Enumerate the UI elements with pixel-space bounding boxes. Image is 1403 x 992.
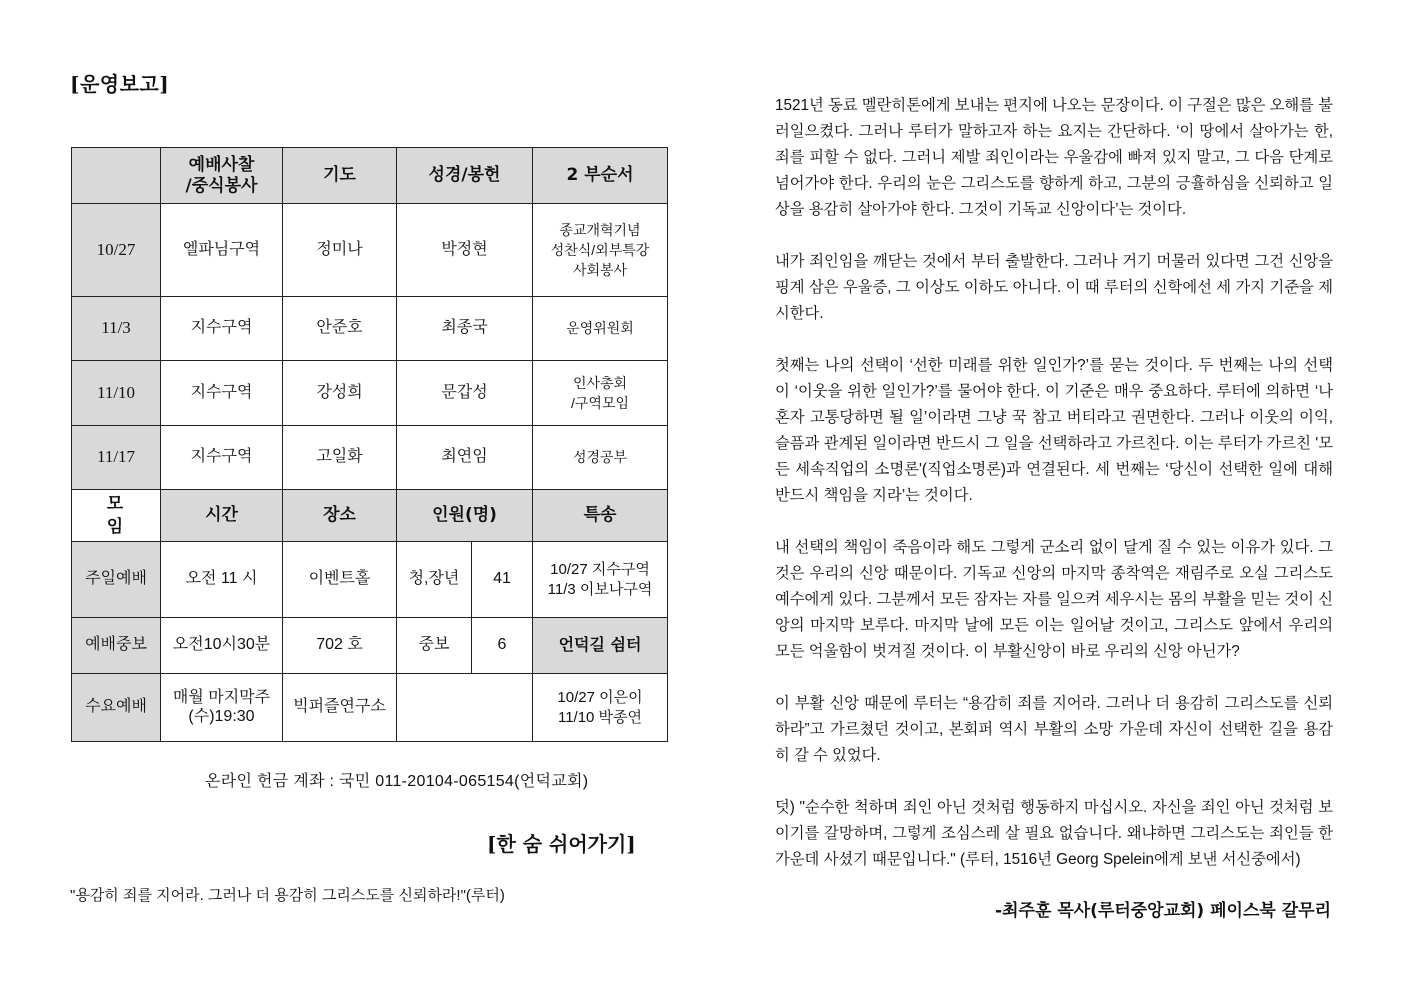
table-header-row xyxy=(72,148,668,204)
row-program: 인사총회 /구역모임 xyxy=(533,361,668,426)
meeting-time: 오전10시30분 xyxy=(161,618,283,674)
meeting-group xyxy=(397,674,533,742)
meeting-name: 수요예배 xyxy=(72,674,161,742)
row-group: 지수구역 xyxy=(161,297,283,361)
table-row xyxy=(72,361,668,426)
paragraph: 1521년 동료 멜란히톤에게 보내는 편지에 나오는 문장이다. 이 구절은 많은 오해를 불러일으켰다. 그러나 루터가 말하고자 하는 요지는 간단하다. ‘이 땅에서 살아가는 한, 죄를 피할 수 없다. 그러니 제발 죄인이라는 우울감에 빠져 있지 말고, 그 다음 단계로 넘어가야 한다. 우리의 눈은 그리스도를 향하게 하고, 그분의 긍휼하심을 신뢰하고 일상을 용감히 살아가야 한다. 그것이 기독교 신앙이다’는 것이다. xyxy=(775,97,1333,218)
row-prayer: 정미나 xyxy=(283,204,397,297)
row-prayer: 강성희 xyxy=(283,361,397,426)
meeting-special: 10/27 이은이 11/10 박종연 xyxy=(533,674,668,742)
row-bible: 문갑성 xyxy=(397,361,533,426)
meeting-time: 매월 마지막주 (수)19:30 xyxy=(161,674,283,742)
offering-account: 온라인 헌금 계좌 : 국민 011-20104-065154(언덕교회) xyxy=(205,773,589,790)
row-program: 운영위원회 xyxy=(533,297,668,361)
meeting-place: 이벤트홀 xyxy=(283,542,397,618)
meeting-name: 주일예배 xyxy=(72,542,161,618)
row-bible: 최연임 xyxy=(397,426,533,490)
signature: -최주훈 목사(루터중앙교회) 페이스북 갈무리 xyxy=(995,901,1331,921)
meeting-header-time: 시간 xyxy=(161,490,283,542)
row-date: 11/10 xyxy=(72,361,161,426)
row-program: 종교개혁기념 성찬식/외부특강 사회봉사 xyxy=(533,204,668,297)
right-page xyxy=(700,0,1403,992)
row-prayer: 고일화 xyxy=(283,426,397,490)
paragraph: 덧) "순수한 척하며 죄인 아닌 것처럼 행동하지 마십시오. 자신을 죄인 아닌 것처럼 보이기를 갈망하며, 그렇게 조심스레 살 필요 없습니다. 왜냐하면 그리스도는 죄인들 한 가운데 사셨기 때문입니다." (루터, 1516년 Georg Spelein에게 보낸 서신중에서) xyxy=(775,799,1333,868)
meeting-header-row xyxy=(72,490,668,542)
table-row xyxy=(72,426,668,490)
meeting-header-special: 특송 xyxy=(533,490,668,542)
header-cell-prayer: 기도 xyxy=(283,148,397,204)
meeting-header-name: 모 임 xyxy=(72,490,161,542)
meeting-row xyxy=(72,674,668,742)
row-bible: 박정현 xyxy=(397,204,533,297)
paragraph: 첫째는 나의 선택이 ‘선한 미래를 위한 일인가?’를 묻는 것이다. 두 번째는 나의 선택이 ‘이웃을 위한 일인가?’를 물어야 한다. 이 기준은 매우 중요하다. 루터에 의하면 ‘나 혼자 고통당하면 될 일’이라면 그냥 꾹 참고 버티라고 권면한다. 그러나 이웃의 이익, 슬픔과 관계된 일이라면 반드시 그 일을 선택하라고 가르친다. 이는 루터가 가르친 '모든 세속직업의 소명론'(직업소명론)과 연결된다. 세 번째는 ‘당신이 선택한 일에 대해 반드시 책임을 지라’는 것이다. xyxy=(775,357,1333,504)
header-cell-bible: 성경/봉헌 xyxy=(397,148,533,204)
row-date: 10/27 xyxy=(72,204,161,297)
section-title: [운영보고] xyxy=(70,72,170,96)
meeting-header-place: 장소 xyxy=(283,490,397,542)
schedule-table xyxy=(71,147,668,742)
meeting-time: 오전 11 시 xyxy=(161,542,283,618)
meeting-group: 청,장년 xyxy=(397,542,472,618)
luther-quote: "용감히 죄를 지어라. 그러나 더 용감히 그리스도를 신뢰하라!"(루터) xyxy=(70,887,505,904)
table-row xyxy=(72,204,668,297)
left-page xyxy=(0,0,700,992)
header-cell-program: 2 부순서 xyxy=(533,148,668,204)
meeting-group: 중보 xyxy=(397,618,472,674)
row-group: 지수구역 xyxy=(161,361,283,426)
meeting-name: 예배중보 xyxy=(72,618,161,674)
meeting-count: 6 xyxy=(472,618,533,674)
meeting-place: 702 호 xyxy=(283,618,397,674)
meeting-place: 빅퍼즐연구소 xyxy=(283,674,397,742)
paragraph: 내가 죄인임을 깨닫는 것에서 부터 출발한다. 그러나 거기 머물러 있다면 그건 신앙을 핑계 삼은 우울증, 그 이상도 이하도 아니다. 이 때 루터의 신학에선 세 가지 기준을 제시한다. xyxy=(775,253,1333,322)
rest-title: [한 숨 쉬어가기] xyxy=(487,832,636,856)
row-bible: 최종국 xyxy=(397,297,533,361)
row-date: 11/17 xyxy=(72,426,161,490)
paragraph: 내 선택의 책임이 죽음이라 해도 그렇게 군소리 없이 달게 질 수 있는 이유가 있다. 그것은 우리의 신앙 때문이다. 기독교 신앙의 마지막 종착역은 재림주로 오실 그리스도 예수에게 있다. 그분께서 모든 잠자는 자를 일으켜 세우시는 몸의 부활을 믿는 것이 신앙의 마지막 보루다. 마지막 날에 모든 이는 일어날 것이고, 그리스도 앞에서 우리의 모든 억울함이 벗겨질 것이다. 이 부활신앙이 바로 우리의 신앙 아닌가? xyxy=(775,539,1333,660)
row-program: 성경공부 xyxy=(533,426,668,490)
meeting-row xyxy=(72,542,668,618)
row-group: 엘파님구역 xyxy=(161,204,283,297)
paragraph: 이 부활 신앙 때문에 루터는 “용감히 죄를 지어라. 그러나 더 용감히 그리스도를 신뢰하라”고 가르쳤던 것이고, 본회퍼 역시 부활의 소망 가운데 자신이 선택한 길을 용감히 갈 수 있었다. xyxy=(775,695,1333,764)
row-prayer: 안준호 xyxy=(283,297,397,361)
meeting-row xyxy=(72,618,668,674)
table-row xyxy=(72,297,668,361)
row-group: 지수구역 xyxy=(161,426,283,490)
meeting-count: 41 xyxy=(472,542,533,618)
row-date: 11/3 xyxy=(72,297,161,361)
meeting-special: 10/27 지수구역 11/3 이보나구역 xyxy=(533,542,668,618)
header-cell-group: 예배사찰 /중식봉사 xyxy=(161,148,283,204)
header-cell-empty xyxy=(72,148,161,204)
meeting-special: 언덕길 쉼터 xyxy=(533,618,668,674)
meeting-header-count: 인원(명) xyxy=(397,490,533,542)
article-body xyxy=(775,93,1333,873)
